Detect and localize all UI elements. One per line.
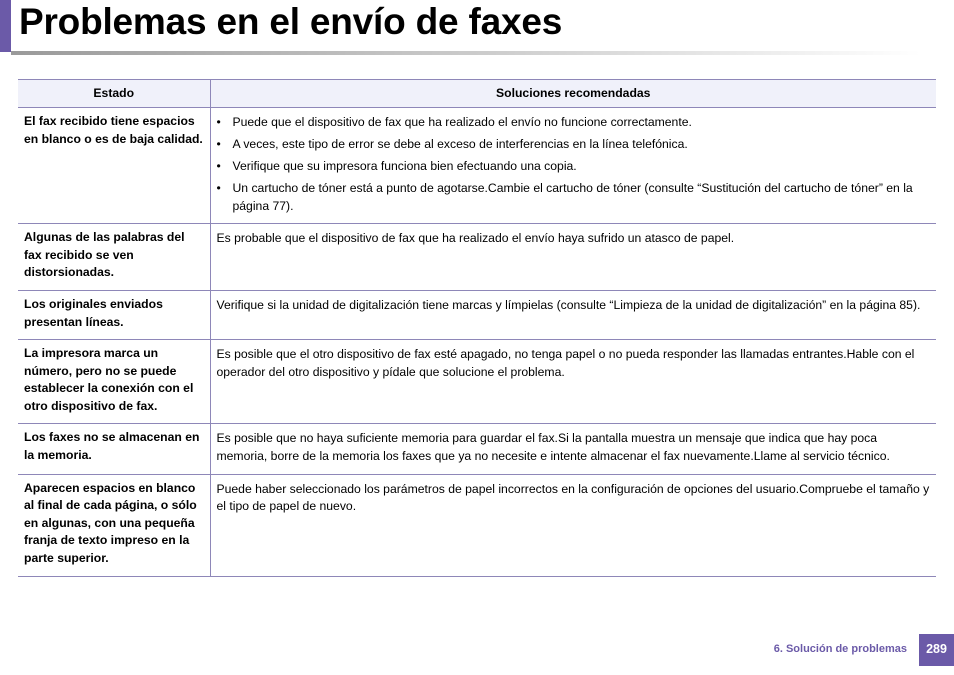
table-header-row — [18, 80, 936, 108]
table-row — [18, 474, 936, 576]
table-row — [18, 340, 936, 424]
list-item: • Puede que el dispositivo de fax que ha realizado el envío no funcione correctamente. — [217, 114, 931, 132]
row-soluciones — [210, 108, 936, 224]
row-solucion: Es posible que no haya suficiente memoria para guardar el fax.Si la pantalla muestra un mensaje que indica que hay poca memoria, borre de la memoria los faxes que ya no necesite e intente almacenar el fax nuevamente.Llame al servicio técnico. — [210, 424, 936, 474]
table-row — [18, 424, 936, 474]
row-solucion: Puede haber seleccionado los parámetros de papel incorrectos en la configuración de opciones del usuario.Compruebe el tamaño y el tipo de papel de nuevo. — [210, 474, 936, 576]
title-underline — [11, 51, 921, 55]
table-row — [18, 224, 936, 291]
row-estado: Algunas de las palabras del fax recibido se ven distorsionadas. — [18, 224, 210, 291]
list-item: • Verifique que su impresora funciona bien efectuando una copia. — [217, 158, 931, 176]
header-soluciones: Soluciones recomendadas — [210, 80, 936, 108]
solution-list — [217, 114, 931, 215]
row-estado: Aparecen espacios en blanco al final de cada página, o sólo en algunas, con una pequeña franja de texto impreso en la parte superior. — [18, 474, 210, 576]
row-solucion: Es probable que el dispositivo de fax que ha realizado el envío haya sufrido un atasco de papel. — [210, 224, 936, 291]
header-estado: Estado — [18, 80, 210, 108]
list-item: • A veces, este tipo de error se debe al exceso de interferencias en la línea telefónica. — [217, 136, 931, 154]
page-title: Problemas en el envío de faxes — [19, 1, 563, 42]
row-estado: La impresora marca un número, pero no se puede establecer la conexión con el otro dispositivo de fax. — [18, 340, 210, 424]
row-estado: Los faxes no se almacenan en la memoria. — [18, 424, 210, 474]
row-solucion: Es posible que el otro dispositivo de fax esté apagado, no tenga papel o no pueda responder las llamadas entrantes.Hable con el operador del otro dispositivo y pídale que solucione el problema. — [210, 340, 936, 424]
row-solucion: Verifique si la unidad de digitalización tiene marcas y límpielas (consulte “Limpieza de la unidad de digitalización” en la página 85). — [210, 290, 936, 339]
table-row — [18, 290, 936, 339]
page-number-badge: 289 — [919, 634, 954, 666]
table-row — [18, 108, 936, 224]
list-item: • Un cartucho de tóner está a punto de agotarse.Cambie el cartucho de tóner (consulte “Sustitución del cartucho de tóner” en la página 77). — [217, 180, 931, 215]
footer-chapter: 6. Solución de problemas — [773, 643, 907, 655]
side-accent-bar — [0, 0, 11, 52]
row-estado: El fax recibido tiene espacios en blanco o es de baja calidad. — [18, 108, 210, 224]
troubleshooting-table — [18, 79, 936, 577]
row-estado: Los originales enviados presentan líneas. — [18, 290, 210, 339]
